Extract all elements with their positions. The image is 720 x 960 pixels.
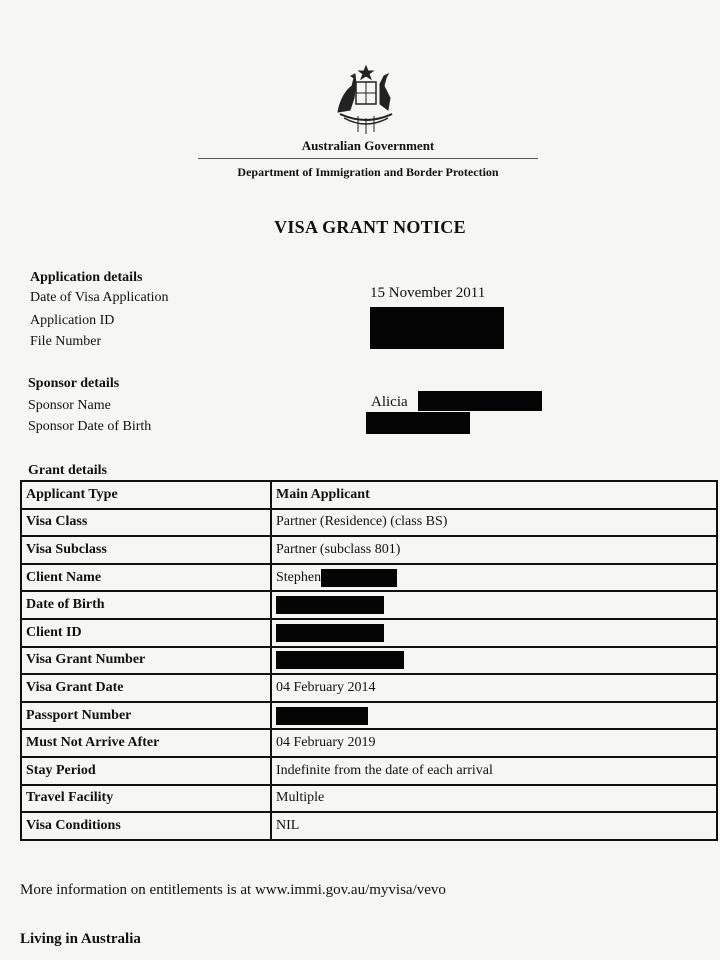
grant-row-label: Client ID bbox=[21, 619, 271, 647]
grant-row-value-text: Partner (Residence) (class BS) bbox=[276, 514, 448, 530]
grant-row-value bbox=[271, 647, 717, 675]
grant-row-label: Visa Grant Number bbox=[21, 647, 271, 675]
living-in-australia-heading: Living in Australia bbox=[20, 931, 141, 947]
table-row bbox=[21, 757, 717, 785]
grant-row-label: Passport Number bbox=[21, 702, 271, 730]
grant-row-value-text: Indefinite from the date of each arrival bbox=[276, 762, 493, 778]
grant-row-value-text: Multiple bbox=[276, 790, 325, 806]
grant-row-value bbox=[271, 674, 717, 702]
grant-row-label: Client Name bbox=[21, 564, 271, 592]
grant-row-value bbox=[271, 757, 717, 785]
table-row bbox=[21, 674, 717, 702]
page-title: VISA GRANT NOTICE bbox=[274, 217, 466, 237]
file-number-label: File Number bbox=[30, 334, 102, 349]
grant-row-value-text: Partner (subclass 801) bbox=[276, 541, 401, 557]
more-info-text: More information on entitlements is at www.immi.gov.au/myvisa/vevo bbox=[20, 882, 446, 898]
grant-row-label: Visa Class bbox=[21, 509, 271, 537]
table-row bbox=[21, 619, 717, 647]
date-of-application-value: 15 November 2011 bbox=[370, 285, 486, 301]
table-row bbox=[21, 564, 717, 592]
grant-row-label: Stay Period bbox=[21, 757, 271, 785]
grant-row-value bbox=[271, 785, 717, 813]
grant-row-value bbox=[271, 702, 717, 730]
header-divider bbox=[198, 158, 538, 159]
redacted-sponsor-surname bbox=[418, 391, 542, 411]
grant-row-value bbox=[271, 812, 717, 840]
table-row bbox=[21, 509, 717, 537]
table-row bbox=[21, 812, 717, 840]
sponsor-dob-label: Sponsor Date of Birth bbox=[28, 419, 152, 434]
grant-row-value-text: NIL bbox=[276, 817, 300, 833]
grant-row-value bbox=[271, 729, 717, 757]
grant-row-label: Visa Subclass bbox=[21, 536, 271, 564]
department-name: Department of Immigration and Border Protection bbox=[237, 165, 499, 179]
coat-of-arms-icon bbox=[318, 64, 414, 136]
table-row bbox=[21, 702, 717, 730]
grant-row-label: Visa Grant Date bbox=[21, 674, 271, 702]
redacted-value bbox=[276, 624, 384, 642]
grant-row-label: Applicant Type bbox=[21, 481, 271, 509]
grant-row-value-text: Stephen bbox=[276, 569, 322, 585]
redacted-value bbox=[276, 707, 368, 725]
sponsor-name-value: Alicia bbox=[371, 394, 408, 410]
redacted-sponsor-dob bbox=[366, 412, 470, 434]
grant-row-value bbox=[271, 509, 717, 537]
grant-row-value-text: 04 February 2019 bbox=[276, 735, 376, 751]
grant-row-label: Visa Conditions bbox=[21, 812, 271, 840]
application-details-heading: Application details bbox=[30, 270, 143, 285]
grant-row-value bbox=[271, 481, 717, 509]
application-id-label: Application ID bbox=[30, 313, 115, 328]
table-row bbox=[21, 481, 717, 509]
table-row bbox=[21, 647, 717, 675]
grant-row-label: Must Not Arrive After bbox=[21, 729, 271, 757]
redacted-application-block bbox=[370, 307, 504, 349]
table-row bbox=[21, 785, 717, 813]
grant-details-heading: Grant details bbox=[28, 463, 107, 478]
table-row bbox=[21, 729, 717, 757]
grant-row-value bbox=[271, 564, 717, 592]
table-row bbox=[21, 536, 717, 564]
sponsor-details-heading: Sponsor details bbox=[28, 376, 120, 391]
grant-details-table bbox=[20, 480, 718, 841]
grant-row-value bbox=[271, 619, 717, 647]
grant-row-value bbox=[271, 591, 717, 619]
grant-row-value-text: 04 February 2014 bbox=[276, 679, 376, 695]
sponsor-name-label: Sponsor Name bbox=[28, 398, 111, 413]
redacted-value bbox=[321, 569, 397, 587]
grant-row-value-text: Main Applicant bbox=[276, 486, 370, 502]
government-name: Australian Government bbox=[301, 138, 435, 153]
redacted-value bbox=[276, 651, 404, 669]
grant-row-label: Date of Birth bbox=[21, 591, 271, 619]
date-of-application-label: Date of Visa Application bbox=[30, 290, 169, 305]
grant-row-value bbox=[271, 536, 717, 564]
grant-row-label: Travel Facility bbox=[21, 785, 271, 813]
redacted-value bbox=[276, 596, 384, 614]
table-row bbox=[21, 591, 717, 619]
